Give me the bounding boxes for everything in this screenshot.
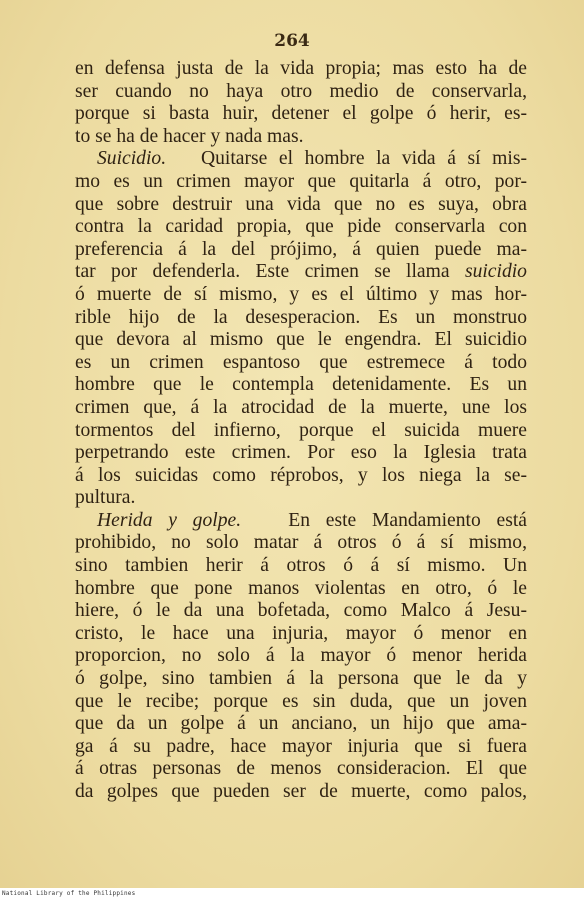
text-line: ga á su padre, hace mayor injuria que si fuera [75,735,527,757]
section-heading-herida: Herida y golpe. [97,509,242,531]
text-line: da golpes que pueden ser de muerte, como palos, [75,781,527,802]
paragraph-herida-first-line [75,510,527,533]
text-line: perpetrando este crimen. Por eso la Iglesia trata [75,442,527,464]
text-line: pultura. [75,487,136,509]
text-line: que devora al mismo que le engendra. El suicidio [75,329,527,351]
text-line: ser cuando no haya otro medio de conservarla, [75,80,527,102]
text-line: mo es un crimen mayor que quitarla á otro, por- [75,170,527,192]
text-line: cristo, le hace una injuria, mayor ó menor en [75,622,527,644]
body-text [75,58,527,804]
text-line: tormentos del infierno, porque el suicida muere [75,419,527,441]
text-line: que sobre destruir una vida que no es suya, obra [75,193,527,215]
text-line: to se ha de hacer y nada mas. [75,125,304,147]
text-line: que le recibe; porque es sin duda, que un joven [75,690,527,712]
text-line: en defensa justa de la vida propia; mas esto ha de [75,58,527,79]
text-line: ó golpe, sino tambien á la persona que le da y [75,668,527,690]
text-line: hombre que le contempla detenidamente. Es un [75,374,527,396]
text-line: hombre que pone manos violentas en otro, ó le [75,577,527,599]
text-line: proporcion, no solo á la mayor ó menor herida [75,645,527,667]
text-line-with-emphasis [75,261,527,284]
text-line: es un crimen espantoso que estremece á todo [75,351,527,373]
text-line: preferencia á la del prójimo, á quien puede ma- [75,238,527,260]
text-line: rible hijo de la desesperacion. Es un monstruo [75,306,527,328]
text-line: á otras personas de menos consideracion. El que [75,758,527,780]
page-number: 264 [274,31,310,51]
emphasis-suicidio: suicidio [464,261,527,283]
paragraph-suicidio-first-line [75,148,527,171]
text-line: crimen que, á la atrocidad de la muerte, une los [75,396,527,418]
text-line: En este Mandamiento está [288,509,527,531]
text-line: ó muerte de sí mismo, y es el último y mas hor- [75,283,527,305]
library-footer: National Library of the Philippines [2,890,136,897]
text-line: que da un golpe á un anciano, un hijo que ama- [75,713,527,735]
text-line: Quitarse el hombre la vida á sí mis- [200,148,527,170]
section-heading-suicidio: Suicidio. [97,148,167,170]
text-line: tar por defenderla. Este crimen se llama [75,261,450,283]
text-line: contra la caridad propia, que pide conservarla con [75,216,527,238]
text-line: sino tambien herir á otros ó á sí mismo. Un [75,555,527,577]
text-line: hiere, ó le da una bofetada, como Malco á Jesu- [75,600,527,622]
text-line: porque si basta huir, detener el golpe ó herir, es- [75,103,527,125]
text-line: prohibido, no solo matar á otros ó á sí mismo, [75,532,527,554]
text-line: á los suicidas como réprobos, y los niega la se- [75,464,527,486]
